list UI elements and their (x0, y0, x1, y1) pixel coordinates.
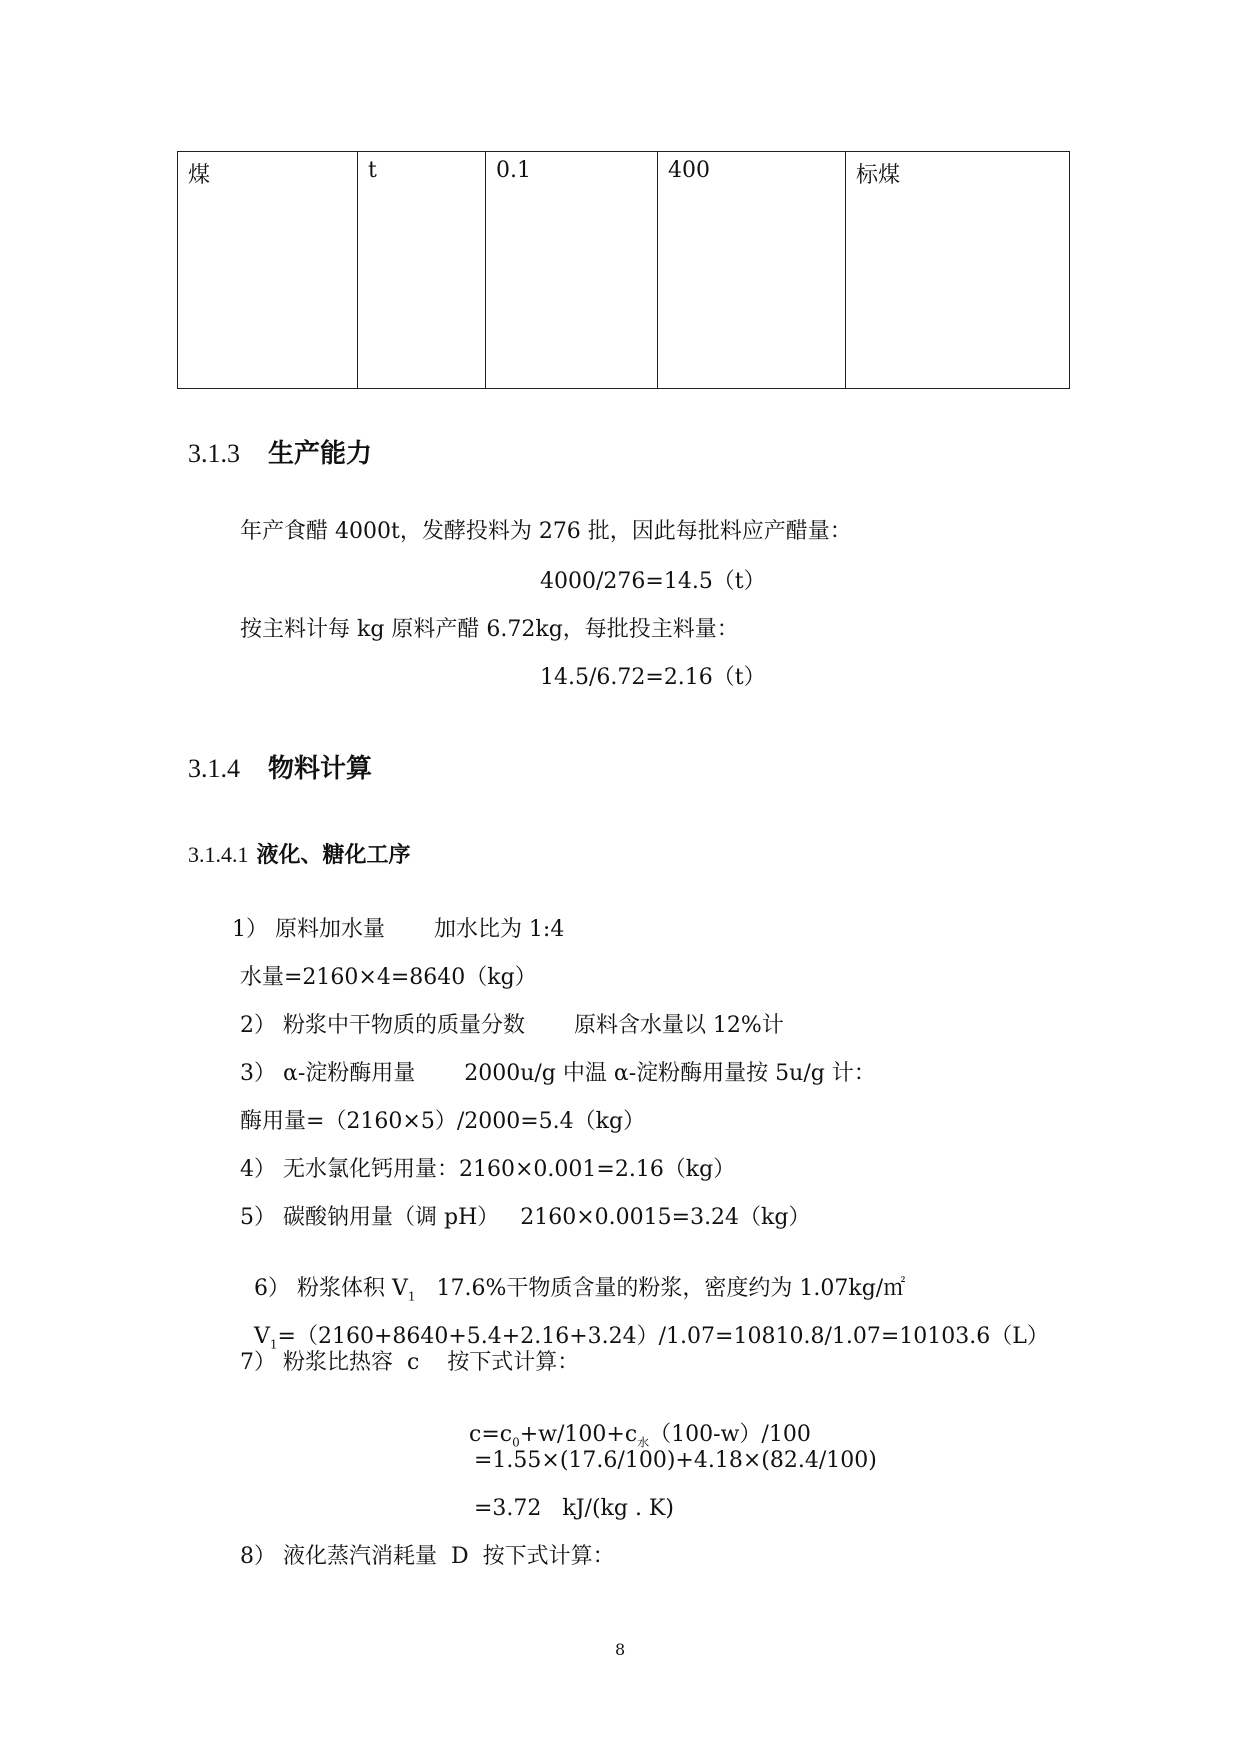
formula-line (455, 1402, 811, 1448)
formula-line: =1.55×(17.6/100)+4.18×(82.4/100) (474, 1448, 877, 1473)
calc-line: 水量=2160×4=8640（kg） (240, 965, 537, 990)
text-segment: （100-w）/100 (649, 1422, 811, 1447)
text-segment: c=c (469, 1422, 513, 1447)
page-number: 8 (615, 1640, 626, 1659)
calc-line: 酶用量=（2160×5）/2000=5.4（kg） (240, 1109, 646, 1134)
subsection-heading-3-1-4-1 (188, 838, 411, 869)
section-heading-3-1-4 (188, 748, 372, 785)
section-number: 3.1.4 (188, 754, 240, 783)
subscript: 0 (512, 1435, 520, 1450)
list-item: 7） 粉浆比热容 c 按下式计算： (240, 1350, 580, 1375)
list-item (240, 1256, 905, 1302)
text-segment: 17.6%干物质含量的粉浆，密度约为 1.07kg/㎡ (415, 1276, 906, 1301)
formula-line: 4000/276=14.5（t） (540, 569, 766, 594)
text-segment: =（2160+8640+5.4+2.16+3.24）/1.07=10810.8/1.07=10103.6（L） (277, 1324, 1049, 1349)
subscript: 1 (269, 1337, 278, 1352)
table-cell: 0.1 (486, 152, 658, 389)
table-cell: 煤 (178, 152, 358, 389)
list-item: 4） 无水氯化钙用量：2160×0.001=2.16（kg） (240, 1157, 736, 1182)
list-item: 3） α-淀粉酶用量 2000u/g 中温 α-淀粉酶用量按 5u/g 计： (240, 1061, 876, 1086)
text-segment: +w/100+c (519, 1422, 638, 1447)
list-item: 2） 粉浆中干物质的质量分数 原料含水量以 12%计 (240, 1013, 784, 1038)
table-row (178, 152, 1070, 389)
paragraph-line: 按主料计每 kg 原料产醋 6.72kg，每批投主料量： (240, 617, 739, 642)
formula-line: 14.5/6.72=2.16（t） (540, 665, 766, 690)
table-cell: t (358, 152, 486, 389)
text-segment: 6） 粉浆体积 V (254, 1276, 408, 1301)
list-item: 5） 碳酸钠用量（调 pH） 2160×0.0015=3.24（kg） (240, 1205, 811, 1230)
section-title: 生产能力 (268, 439, 373, 469)
subsection-title: 液化、糖化工序 (256, 843, 411, 868)
text-segment: V (254, 1324, 270, 1349)
table-cell: 400 (658, 152, 846, 389)
subscript: 1 (407, 1289, 416, 1304)
section-heading-3-1-3 (188, 433, 372, 470)
paragraph-line: 年产食醋 4000t，发酵投料为 276 批，因此每批料应产醋量： (240, 519, 852, 544)
table-cell: 标煤 (846, 152, 1070, 389)
material-table (177, 151, 1070, 389)
subsection-number: 3.1.4.1 (188, 842, 249, 867)
formula-line: =3.72 kJ/(kg . K) (474, 1496, 674, 1521)
list-item: 8） 液化蒸汽消耗量 D 按下式计算： (240, 1544, 615, 1569)
calc-line (240, 1304, 1049, 1350)
section-number: 3.1.3 (188, 439, 240, 468)
subscript: 水 (637, 1435, 650, 1450)
section-title: 物料计算 (268, 754, 373, 784)
list-item: 1） 原料加水量 加水比为 1:4 (232, 917, 565, 942)
